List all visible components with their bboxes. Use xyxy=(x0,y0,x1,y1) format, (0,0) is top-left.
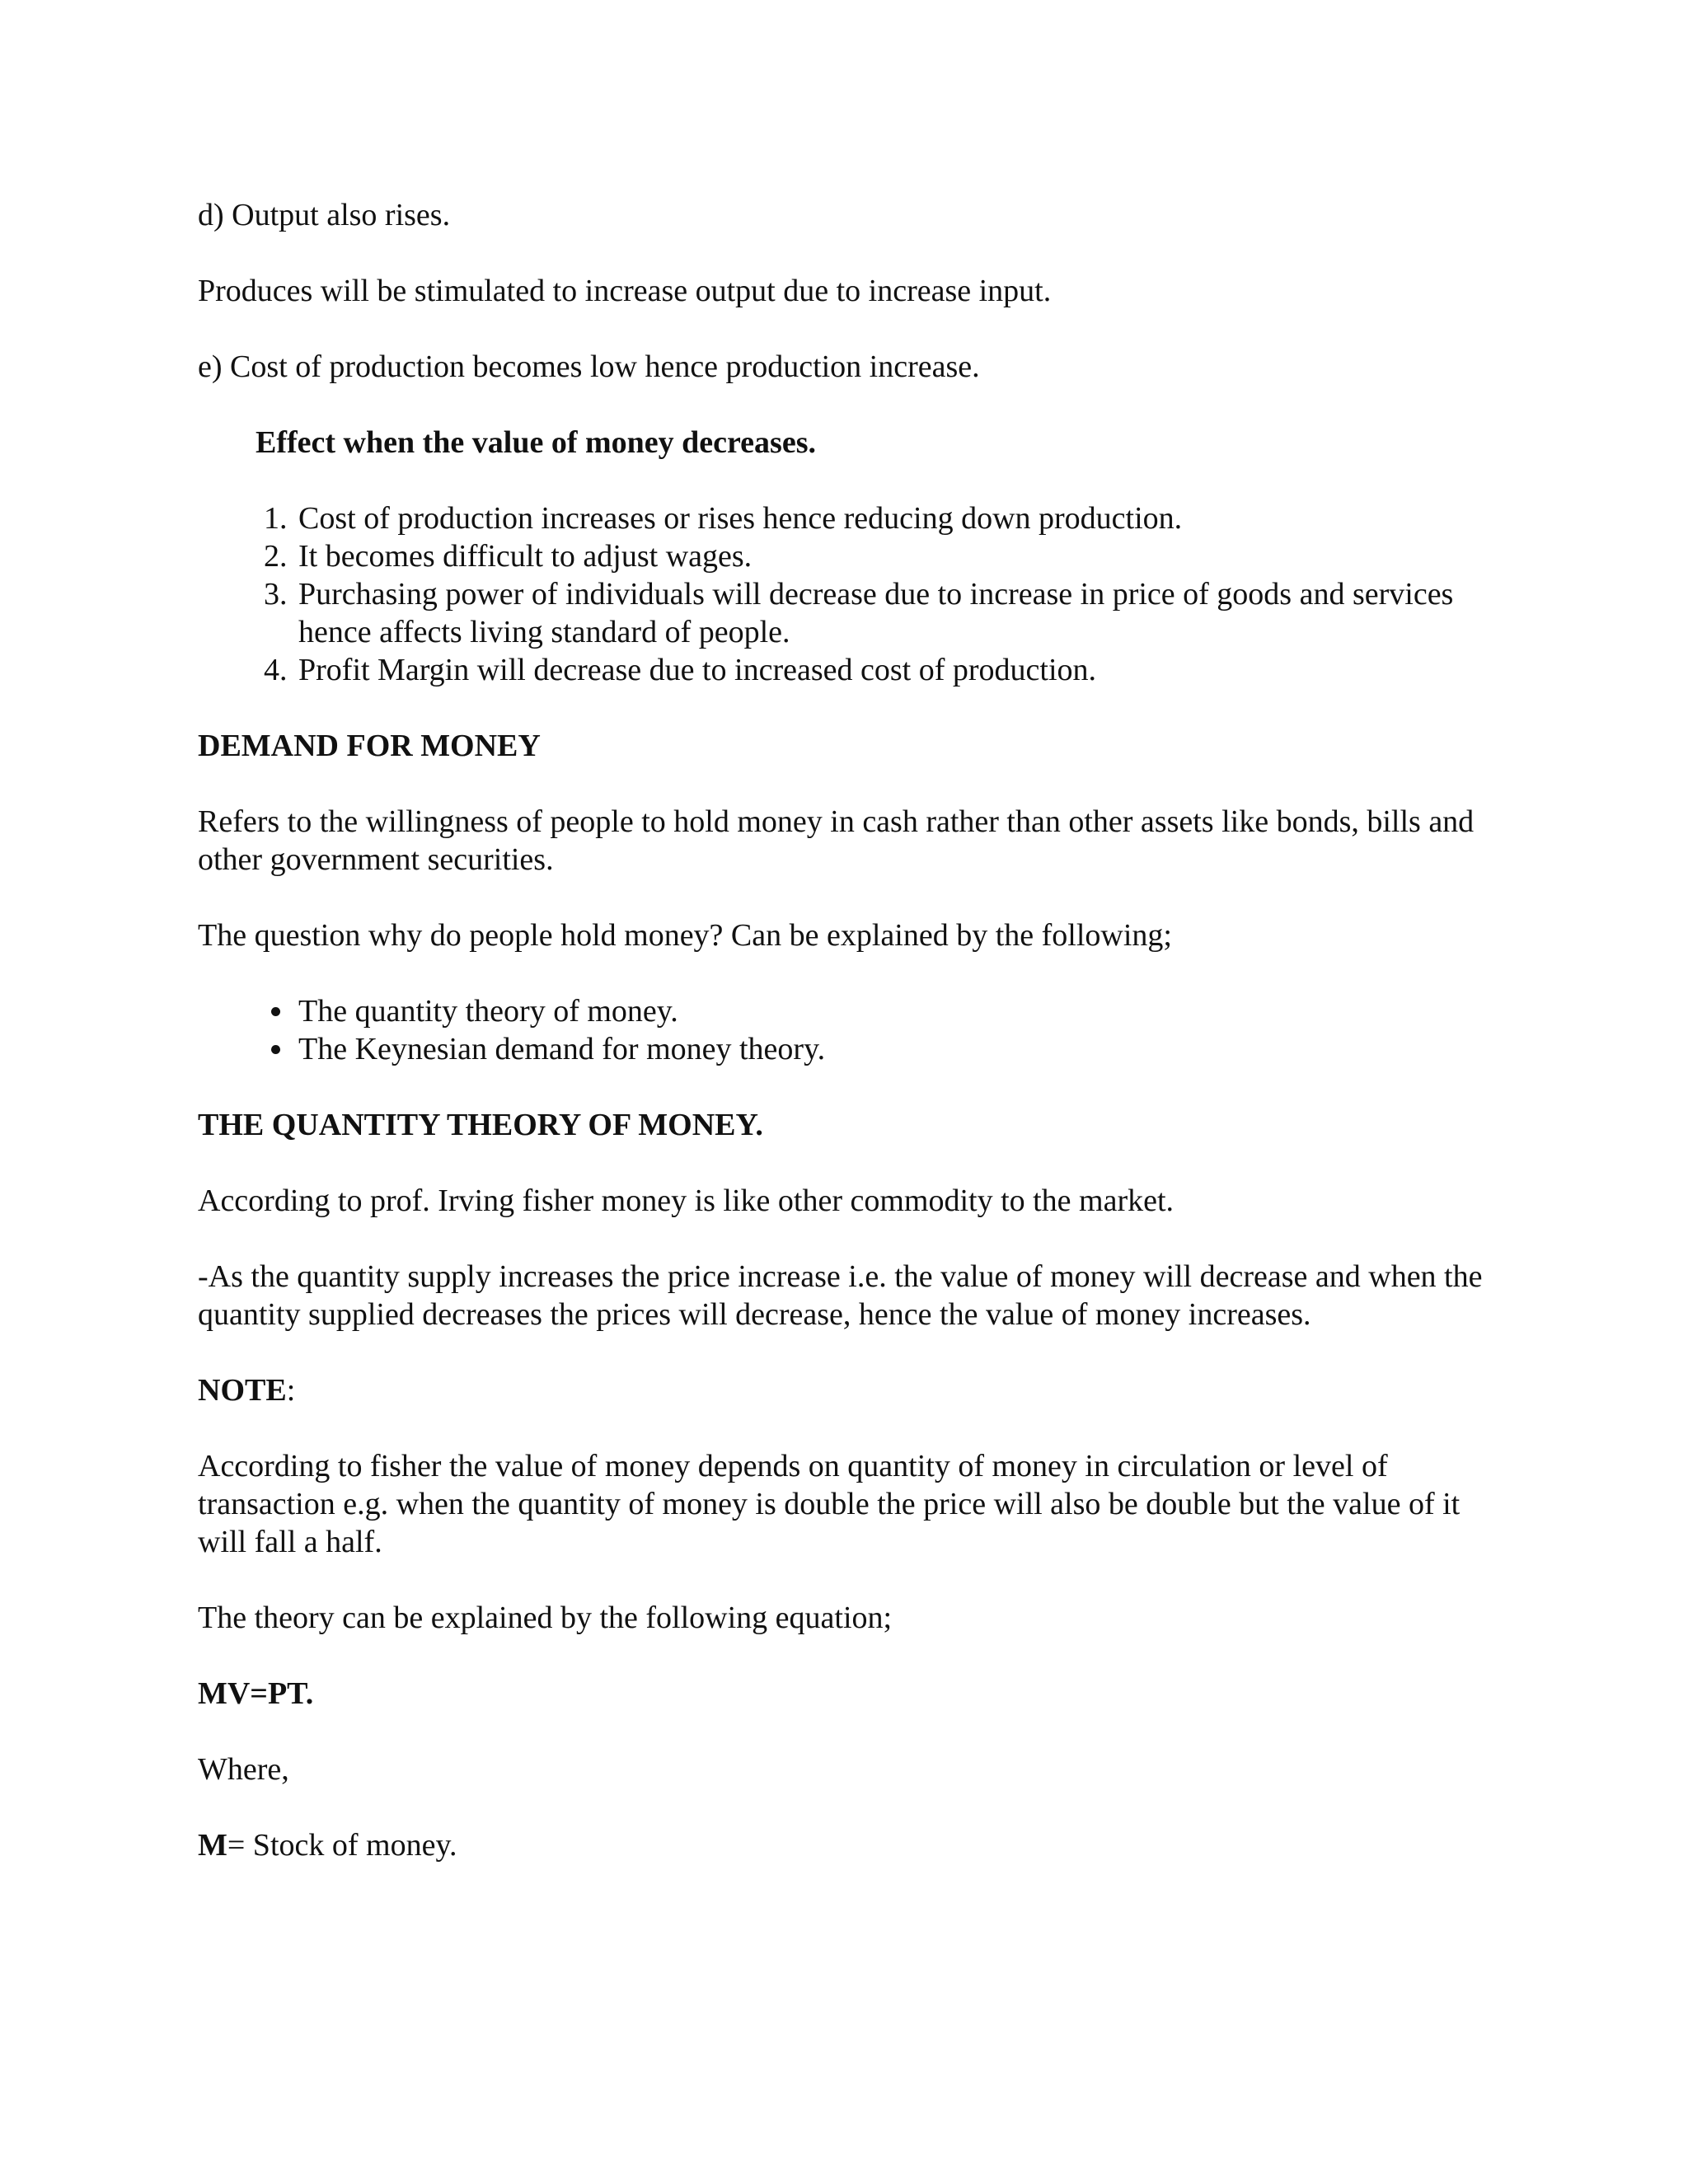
note-colon: : xyxy=(286,1373,296,1408)
cost-low-text: e) Cost of production becomes low hence production increase. xyxy=(198,349,980,384)
list-item: • The Keynesian demand for money theory. xyxy=(295,1030,1484,1068)
where-text: Where, xyxy=(198,1752,289,1787)
list-item: 1. Cost of production increases or rises hence reducing down production. xyxy=(295,499,1484,537)
theories-list xyxy=(198,992,1484,1068)
fisher-text: According to prof. Irving fisher money is like other commodity to the market. xyxy=(198,1183,1175,1218)
note-line xyxy=(198,1371,1484,1409)
list-item: 2. It becomes difficult to adjust wages. xyxy=(295,537,1484,575)
supply-text: -As the quantity supply increases the price increase i.e. the value of money will decrease and when the quantity supplied decreases the prices will decrease, hence the value of money increases. xyxy=(198,1259,1483,1332)
list-item: 4. Profit Margin will decrease due to increased cost of production. xyxy=(295,651,1484,689)
equation: MV=PT. xyxy=(198,1676,314,1711)
producers-stimulated-text: Produces will be stimulated to increase output due to increase input. xyxy=(198,274,1052,308)
list-item: • The quantity theory of money. xyxy=(295,992,1484,1030)
note-label: NOTE xyxy=(198,1373,287,1408)
m-symbol: M xyxy=(198,1828,227,1863)
document-content xyxy=(198,196,1484,1902)
m-definition: = Stock of money. xyxy=(227,1828,457,1863)
m-definition-line xyxy=(198,1826,1484,1864)
quantity-theory-heading: THE QUANTITY THEORY OF MONEY. xyxy=(198,1108,763,1142)
effect-heading: Effect when the value of money decreases. xyxy=(256,425,816,460)
demand-heading: DEMAND FOR MONEY xyxy=(198,729,541,763)
list-item: 3. Purchasing power of individuals will decrease due to increase in price of goods and services hence affects living standard of people. xyxy=(295,575,1484,651)
note-text: According to fisher the value of money depends on quantity of money in circulation or level of transaction e.g. when the quantity of money is double the price will also be double but the value of it will fall a half. xyxy=(198,1449,1461,1559)
demand-question: The question why do people hold money? Can be explained by the following; xyxy=(198,918,1172,953)
output-rises-text: d) Output also rises. xyxy=(198,198,451,232)
effect-list xyxy=(198,499,1484,689)
demand-definition: Refers to the willingness of people to hold money in cash rather than other assets like bonds, bills and other government securities. xyxy=(198,804,1475,877)
equation-intro: The theory can be explained by the following equation; xyxy=(198,1601,893,1635)
